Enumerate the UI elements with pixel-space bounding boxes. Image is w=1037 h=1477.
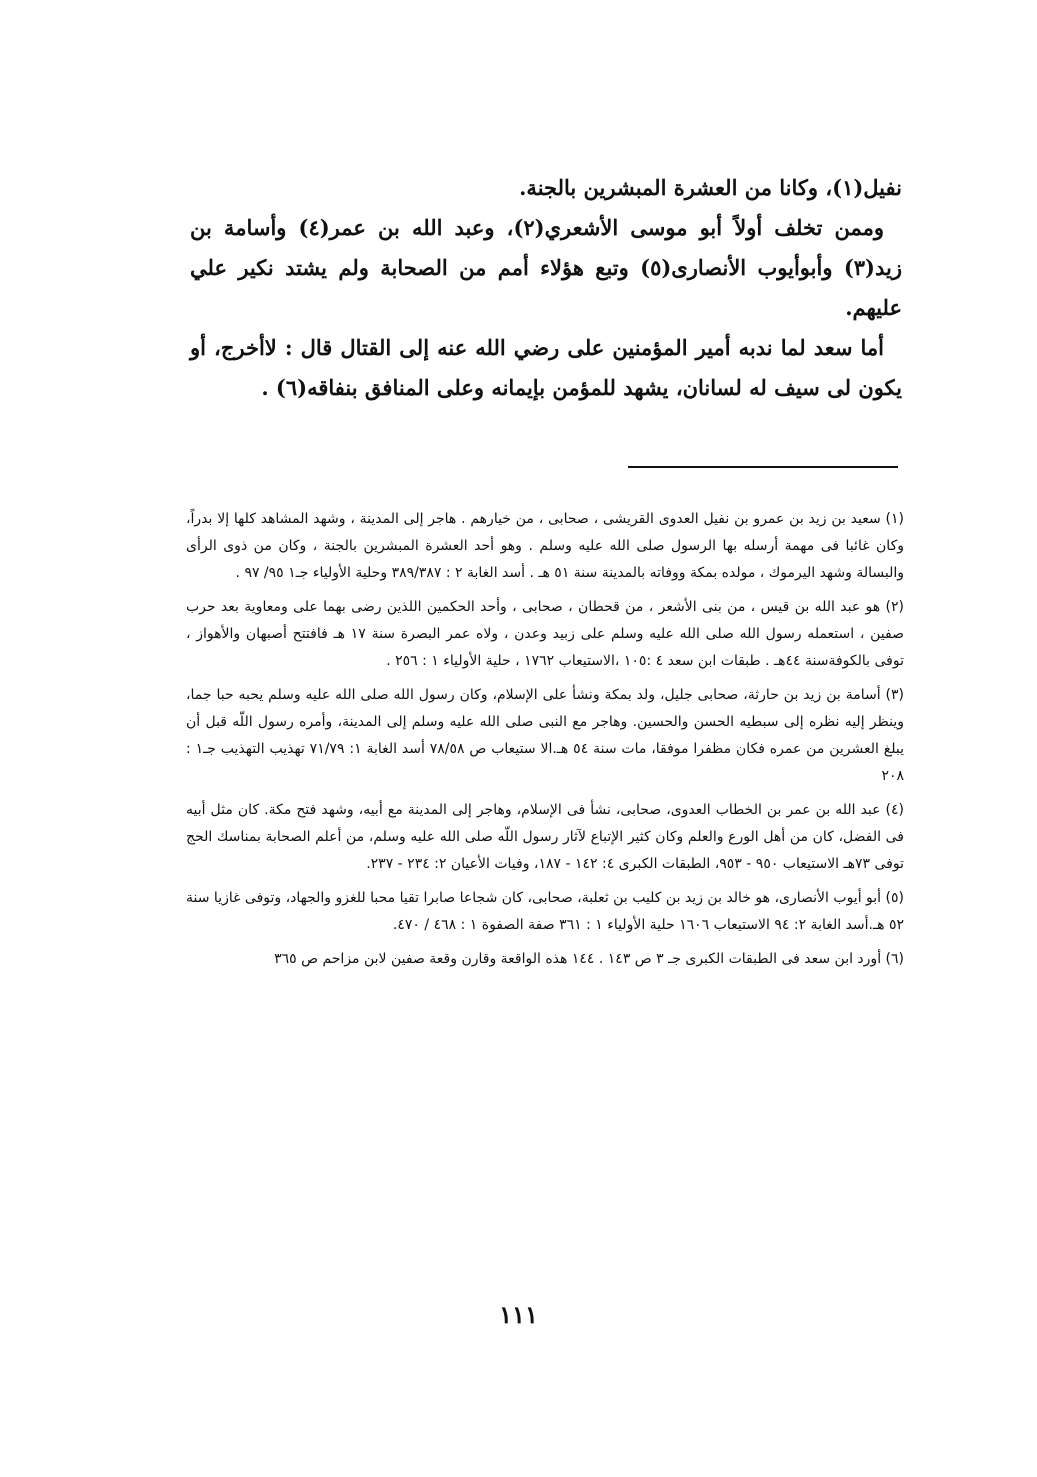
footnotes (186, 506, 904, 980)
footnote-separator (628, 466, 898, 468)
page-number: ١١١ (499, 1300, 538, 1329)
footnote-6: (٦) أورد ابن سعد فى الطبقات الكبرى جـ ٣ ص ١٤٣ . ١٤٤ هذه الواقعة وقارن وقعة صفين لابن مزاحم ص ٣٦٥ (274, 951, 904, 967)
main-paragraph: وممن تخلف أولاً أبو موسى الأشعري(٢)، وعبد الله بن عمر(٤) وأسامة بن زيد(٣) وأبوأيوب الأنصارى(٥) وتبع هؤلاء أمم من الصحابة ولم يشتد نكير علي عليهم. (190, 215, 902, 320)
footnote-5: (٥) أبو أيوب الأنصارى، هو خالد بن زيد بن كليب بن ثعلبة، صحابى، كان شجاعا صابرا تقيا محبا للغزو والجهاد، وتوفى غازيا سنة ٥٢ هـ.أسد الغابة ٢: ٩٤ الاستيعاب ١٦٠٦ حلية الأولياء ١ : ٣٦١ صفة الصفوة ١ : ٤٦٨ / ٤٧٠. (186, 890, 904, 933)
footnote-3: (٣) أسامة بن زيد بن حارثة، صحابى جليل، ولد بمكة ونشأ على الإسلام، وكان رسول الله صلى الله عليه وسلم يحبه حبا جما، وينظر إليه نظره إلى سبطيه الحسن والحسين. وهاجر مع النبى صلى الله عليه وسلم إلى المدينة، وأمره رسول اللّه قبل أن يبلغ العشرين من عمره فكان مظفرا موفقا، مات سنة ٥٤ هـ.الا ستيعاب ص ٧٨/٥٨ أسد الغابة ١: ٧١/٧٩ تهذيب التهذيب جـ١ : ٢٠٨ (186, 687, 904, 784)
footnote-1: (١) سعيد بن زيد بن عمرو بن نفيل العدوى القريشى ، صحابى ، من خيارهم . هاجر إلى المدينة ، وشهد المشاهد كلها إلا بدراً، وكان غائبا فى مهمة أرسله بها الرسول صلى الله عليه وسلم . وهو أحد العشرة المبشرين بالجنة ، وكان من ذوى الرأى والبسالة وشهد اليرموك ، مولده بمكة ووفاته بالمدينة سنة ٥١ هـ . أسد الغابة ٢ : ٣٨٩/٣٨٧ وحلية الأولياء جـ١ ٩٥/ ٩٧ . (186, 511, 904, 581)
footnote-4: (٤) عبد الله بن عمر بن الخطاب العدوى، صحابى، نشأ فى الإسلام، وهاجر إلى المدينة مع أبيه، وشهد فتح مكة. كان مثل أبيه فى الفضل، كان من أهل الورع والعلم وكان كثير الإتباع لآثار رسول اللّه صلى الله عليه وسلم، من أعلم الصحابة بمناسك الحج توفى ٧٣هـ الاستيعاب ٩٥٠ - ٩٥٣، الطبقات الكبرى ٤: ١٤٢ - ١٨٧، وفيات الأعيان ٢: ٢٣٤ - ٢٣٧. (186, 802, 904, 872)
main-paragraph: أما سعد لما ندبه أمير المؤمنين على رضي الله عنه إلى القتال قال : لاأخرج، أو يكون لى سيف له لسانان، يشهد للمؤمن بإيمانه وعلى المنافق بنفاقه(٦) . (190, 335, 902, 400)
main-text (190, 168, 902, 408)
footnote-2: (٢) هو عبد الله بن قيس ، من بنى الأشعر ، من قحطان ، صحابى ، وأحد الحكمين اللذين رضى بهما على ومعاوية بعد حرب صفين ، استعمله رسول الله صلى الله عليه وسلم على زبيد وعدن ، ولاه عمر البصرة سنة ١٧ هـ فافتتح أصبهان والأهواز ، توفى بالكوفةسنة ٤٤هـ . طبقات ابن سعد ٤ :١٠٥ ،الاستيعاب ١٧٦٢ ، حلية الأولياء ١ : ٢٥٦ . (186, 599, 905, 669)
main-paragraph: نفيل(١)، وكانا من العشرة المبشرين بالجنة. (519, 175, 902, 200)
